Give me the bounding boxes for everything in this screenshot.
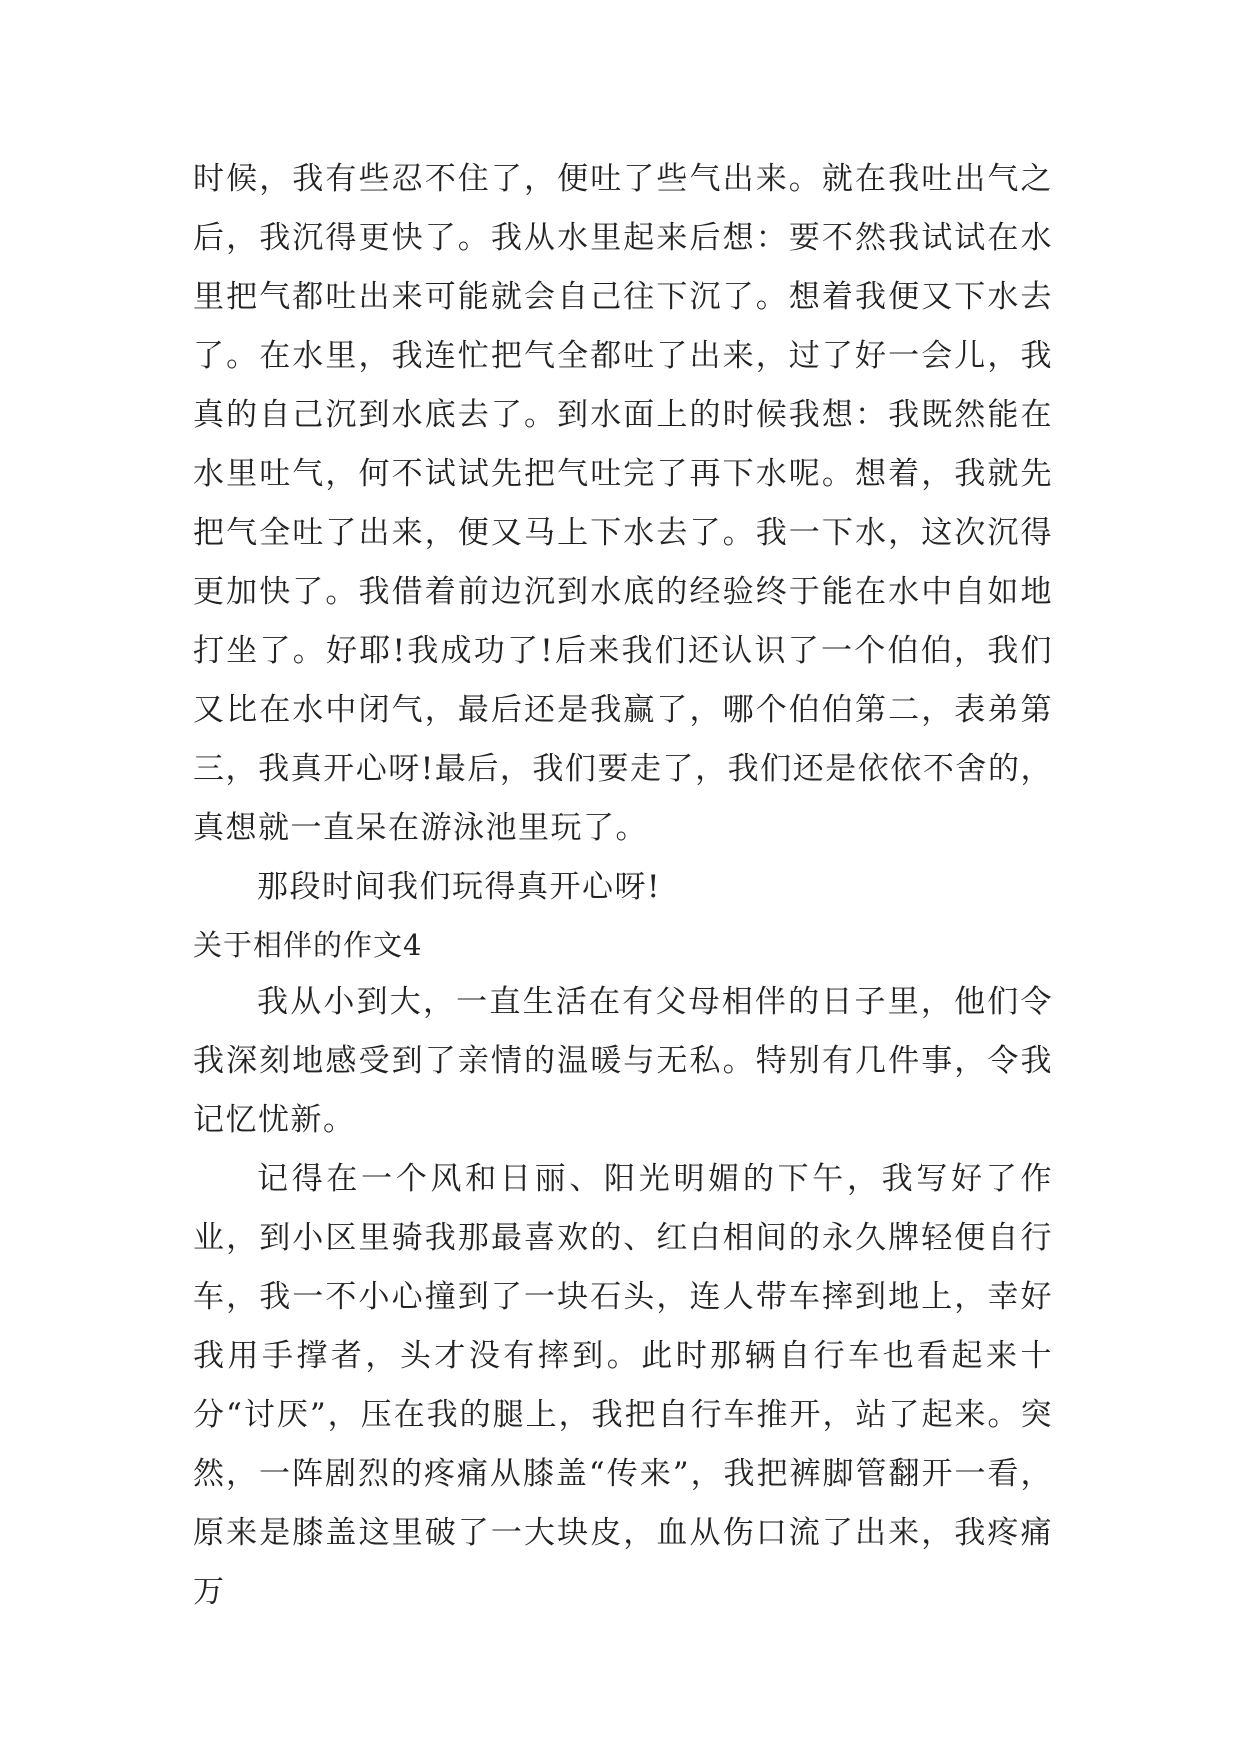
paragraph-swimming-story: 时候，我有些忍不住了，便吐了些气出来。就在我吐出气之后，我沉得更快了。我从水里起来后想：要不然我试试在水里把气都吐出来可能就会自己往下沉了。想着我便又下水去了。在水里，我连忙把气全都吐了出来，过了好一会儿，我真的自己沉到水底去了。到水面上的时候我想：我既然能在水里吐气，何不试试先把气吐完了再下水呢。想着，我就先把气全吐了出来，便又马上下水去了。我一下水，这次沉得更加快了。我借着前边沉到水底的经验终于能在水中自如地打坐了。好耶!我成功了!后来我们还认识了一个伯伯，我们又比在水中闭气，最后还是我赢了，哪个伯伯第二，表弟第三，我真开心呀!最后，我们要走了，我们还是依依不舍的，真想就一直呆在游泳池里玩了。	[193, 161, 1053, 846]
paragraph-happy-time: 那段时间我们玩得真开心呀!	[257, 869, 661, 905]
section-title: 关于相伴的作文4	[193, 928, 423, 962]
document-page	[193, 150, 1053, 1622]
paragraph-parents-company: 我从小到大，一直生活在有父母相伴的日子里，他们令我深刻地感受到了亲情的温暖与无私。特别有几件事，令我记忆忧新。	[193, 984, 1053, 1138]
paragraph-bicycle-story: 记得在一个风和日丽、阳光明媚的下午，我写好了作业，到小区里骑我那最喜欢的、红白相间的永久牌轻便自行车，我一不小心撞到了一块石头，连人带车摔到地上，幸好我用手撑者，头才没有摔到。此时那辆自行车也看起来十分“讨厌”，压在我的腿上，我把自行车推开，站了起来。突然，一阵剧烈的疼痛从膝盖“传来”，我把裤脚管翻开一看，原来是膝盖这里破了一大块皮，血从伤口流了出来，我疼痛万	[193, 1161, 1053, 1610]
